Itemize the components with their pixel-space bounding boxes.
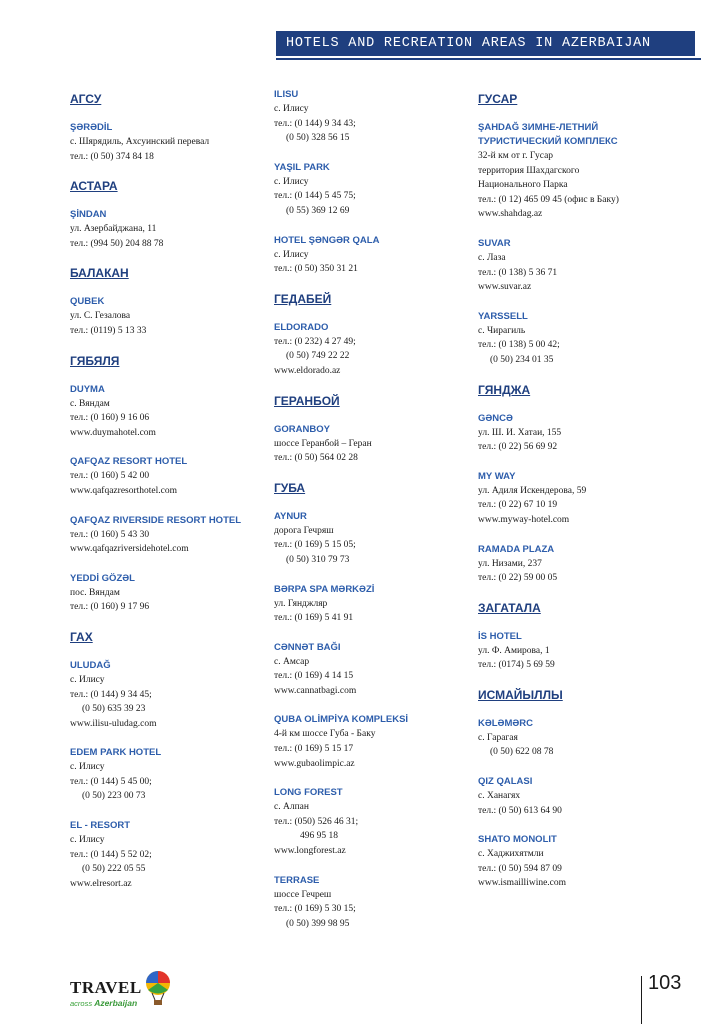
hotel-name: CƏNNƏT BAĞI [274, 641, 341, 653]
page-number-divider [641, 976, 642, 1024]
hotel-detail-line: тел.: (0 22) 67 10 19 [478, 500, 558, 511]
hotel-detail-line: шоссе Гечреш [274, 889, 332, 900]
hotel-entry [274, 161, 474, 219]
hotel-entry [478, 310, 678, 368]
hotel-detail-line: тел.: (0 12) 465 09 45 (офис в Баку) [478, 194, 619, 205]
region-heading: ГЯНДЖА [478, 382, 531, 397]
hotel-website-link[interactable]: www.longforest.az [274, 846, 346, 857]
hotel-detail-line: территория Шахдагского [478, 165, 580, 176]
hotel-website-link[interactable]: www.elresort.az [70, 878, 132, 889]
hotel-name: QAFQAZ RIVERSIDE RESORT HOTEL [70, 514, 242, 526]
hotel-entry [70, 819, 270, 891]
hotel-detail-line: с. Илису [274, 249, 309, 260]
hotel-website-link[interactable]: www.cannatbagi.com [274, 685, 357, 696]
hotel-name: QUBA OLİMPİYA KOMPLEKSİ [274, 714, 409, 726]
hotel-entry [70, 121, 270, 164]
hotel-entry [70, 295, 270, 338]
hotel-detail-line: 32-й км от г. Гусар [478, 151, 554, 161]
hotel-detail-line: тел.: (0 144) 5 45 75; [274, 191, 356, 202]
hotel-name: ULUDAĞ [70, 659, 111, 671]
region-heading: ГАХ [70, 629, 93, 644]
hotel-detail-line: тел.: (0 160) 5 43 30 [70, 529, 150, 540]
hotel-detail-line: (0 50) 749 22 22 [286, 351, 350, 362]
hotel-detail-line: (0 55) 369 12 69 [286, 205, 350, 216]
hotel-name: GƏNCƏ [478, 412, 513, 424]
hotel-entry [274, 583, 474, 626]
hotel-entry [274, 234, 474, 277]
hotel-website-link[interactable]: www.qafqazresorthotel.com [70, 485, 178, 496]
hotel-detail-line: с. Шярядиль, Ахсуинский перевал [70, 137, 210, 147]
hotel-entry [478, 833, 678, 891]
hotel-entry [478, 717, 678, 760]
hotel-name: KƏLƏMƏRC [478, 717, 533, 729]
hotel-detail-line: (0 50) 399 98 95 [286, 918, 350, 929]
hotel-detail-line: с. Алпан [274, 802, 309, 813]
hotel-website-link[interactable]: www.suvar.az [478, 282, 532, 293]
region-heading: ГЯБЯЛЯ [70, 353, 120, 368]
hotel-entry [478, 121, 678, 222]
hotel-entry [478, 775, 678, 818]
hotel-entry [478, 630, 678, 673]
hotel-detail-line: тел.: (0 144) 5 45 00; [70, 776, 152, 787]
hotel-website-link[interactable]: www.eldorado.az [274, 365, 341, 376]
column-3 [478, 88, 678, 906]
hotel-detail-line: с. Илису [274, 104, 309, 114]
hotel-entry [478, 237, 678, 295]
hotel-detail-line: тел.: (994 50) 204 88 78 [70, 238, 164, 249]
logo-title: TRAVEL [70, 978, 142, 997]
hotel-detail-line: с. Вяндам [70, 398, 110, 409]
hotel-detail-line: тел.: (0119) 5 13 33 [70, 325, 147, 336]
hotel-detail-line: Национального Парка [478, 180, 568, 191]
hotel-detail-line: тел.: (0 144) 9 34 43; [274, 118, 356, 129]
hotel-detail-line: с. Хаджихятмли [478, 849, 544, 860]
hotel-entry [70, 514, 270, 557]
hotel-detail-line: с. Амсар [274, 656, 310, 667]
hotel-detail-line: с. Ханагях [478, 791, 521, 802]
hotel-entry [274, 510, 474, 568]
hotel-detail-line: с. Илису [274, 176, 309, 187]
hotel-detail-line: (0 50) 635 39 23 [82, 704, 146, 715]
hotel-detail-line: ул. Гянджляр [274, 598, 328, 609]
column-2 [274, 88, 474, 946]
hotel-name: YEDDİ GÖZƏL [70, 572, 135, 584]
region-heading: ГУБА [274, 480, 306, 495]
hotel-website-link[interactable]: www.shahdag.az [478, 209, 543, 220]
hotel-name: YAŞIL PARK [274, 161, 330, 173]
hotel-name: EDEM PARK HOTEL [70, 747, 162, 759]
hotel-detail-line: тел.: (0 160) 9 17 96 [70, 602, 150, 613]
hotel-entry [70, 455, 270, 498]
hotel-detail-line: ул. Низами, 237 [478, 558, 542, 569]
balloon-icon [144, 970, 172, 1006]
hotel-detail-line: 4-й км шоссе Губа - Баку [274, 729, 376, 740]
hotel-name: ŞAHDAĞ ЗИМНЕ-ЛЕТНИЙ ТУРИСТИЧЕСКИЙ КОМПЛЕКС [478, 122, 618, 147]
hotel-name: İS HOTEL [478, 630, 522, 642]
hotel-entry [478, 412, 678, 455]
logo-sub-b: Azerbaijan [94, 998, 138, 1008]
hotel-entry [70, 572, 270, 615]
hotel-website-link[interactable]: www.myway-hotel.com [478, 514, 570, 525]
hotel-name: RAMADA PLAZA [478, 543, 555, 555]
travel-azerbaijan-logo [70, 972, 180, 1012]
hotel-entry [274, 713, 474, 771]
hotel-name: ŞƏRƏDİL [70, 122, 113, 133]
hotel-detail-line: (0 50) 222 05 55 [82, 864, 146, 875]
logo-sub-a: across [70, 999, 93, 1008]
hotel-website-link[interactable]: www.qafqazriversidehotel.com [70, 544, 189, 555]
hotel-detail-line: тел.: (0 144) 9 34 45; [70, 689, 152, 700]
hotel-website-link[interactable]: www.duymahotel.com [70, 427, 156, 438]
hotel-name: BƏRPA SPA MƏRKƏZİ [274, 583, 375, 595]
hotel-entry [274, 423, 474, 466]
hotel-detail-line: тел.: (0 169) 5 15 05; [274, 540, 356, 551]
hotel-entry [70, 659, 270, 731]
region-heading: ГЕДАБЕЙ [274, 291, 332, 306]
hotel-detail-line: (0 50) 223 00 73 [82, 791, 146, 802]
hotel-detail-line: ул. Ф. Амирова, 1 [478, 645, 550, 656]
region-heading: ГЕРАНБОЙ [274, 393, 340, 408]
hotel-name: DUYMA [70, 383, 105, 395]
hotel-detail-line: тел.: (0 22) 56 69 92 [478, 442, 558, 453]
hotel-detail-line: тел.: (0 50) 350 31 21 [274, 264, 358, 275]
hotel-entry [274, 874, 474, 932]
hotel-name: QUBEK [70, 296, 105, 308]
hotel-detail-line: тел.: (0 160) 5 42 00 [70, 471, 150, 482]
hotel-detail-line: тел.: (0 138) 5 00 42; [478, 340, 560, 351]
hotel-website-link[interactable]: www.ismailliwine.com [478, 878, 567, 889]
hotel-detail-line: тел.: (0 50) 594 87 09 [478, 863, 562, 874]
hotel-name: SUVAR [478, 237, 511, 249]
hotel-detail-line: с. Лаза [478, 252, 506, 263]
page-header-title: HOTELS AND RECREATION AREAS IN AZERBAIJAN [276, 31, 695, 56]
hotel-entry [70, 208, 270, 251]
hotel-detail-line: тел.: (0 169) 5 30 15; [274, 904, 356, 915]
hotel-detail-line: тел.: (0 160) 9 16 06 [70, 413, 150, 424]
hotel-name: HOTEL ŞƏNGƏR QALA [274, 234, 380, 246]
hotel-name: GORANBOY [274, 423, 330, 435]
hotel-detail-line: 496 95 18 [300, 831, 338, 842]
hotel-name: ILISU [274, 89, 299, 100]
hotel-entry [70, 383, 270, 441]
hotel-detail-line: (0 50) 622 08 78 [490, 747, 554, 758]
region-heading: АГСУ [70, 92, 102, 106]
column-1 [70, 88, 270, 906]
hotel-detail-line: тел.: (0 169) 5 15 17 [274, 744, 354, 755]
hotel-detail-line: тел.: (0 22) 59 00 05 [478, 573, 558, 584]
hotel-name: QIZ QALASI [478, 776, 533, 788]
hotel-detail-line: тел.: (0 50) 613 64 90 [478, 805, 562, 816]
hotel-entry [274, 641, 474, 699]
hotel-name: TERRASE [274, 874, 320, 886]
hotel-detail-line: с. Илису [70, 674, 105, 685]
hotel-detail-line: тел.: (0 169) 4 14 15 [274, 671, 354, 682]
region-heading: ИСМАЙЫЛЛЫ [478, 687, 563, 702]
hotel-entry [274, 88, 474, 146]
hotel-detail-line: с. Илису [70, 835, 105, 846]
hotel-detail-line: (0 50) 234 01 35 [490, 354, 554, 365]
hotel-entry [274, 321, 474, 379]
hotel-detail-line: ул. Азербайджана, 11 [70, 224, 157, 235]
hotel-detail-line: (0 50) 310 79 73 [286, 554, 350, 565]
hotel-detail-line: с. Чирагиль [478, 325, 526, 336]
logo-subtitle [70, 998, 137, 1008]
hotel-entry [70, 746, 270, 804]
hotel-website-link[interactable]: www.ilisu-uludag.com [70, 718, 157, 729]
hotel-name: SHATO MONOLIT [478, 834, 557, 846]
hotel-detail-line: тел.: (0 232) 4 27 49; [274, 336, 356, 347]
hotel-name: AYNUR [274, 510, 307, 522]
region-heading: ГУСАР [478, 92, 518, 106]
hotel-name: ELDORADO [274, 321, 329, 333]
hotel-entry [478, 543, 678, 586]
hotel-detail-line: тел.: (0 144) 5 52 02; [70, 849, 152, 860]
hotel-detail-line: пос. Вяндам [70, 587, 120, 598]
hotel-detail-line: шоссе Геранбой – Геран [274, 438, 372, 449]
hotel-detail-line: с. Илису [70, 762, 105, 773]
page-number: 103 [648, 972, 682, 994]
region-heading: АСТАРА [70, 179, 118, 194]
hotel-detail-line: тел.: (0 50) 564 02 28 [274, 453, 358, 464]
hotel-detail-line: тел.: (0 169) 5 41 91 [274, 613, 354, 624]
hotel-name: YARSSELL [478, 310, 528, 322]
hotel-name: LONG FOREST [274, 787, 343, 799]
region-heading: БАЛАКАН [70, 266, 129, 281]
hotel-detail-line: тел.: (0174) 5 69 59 [478, 660, 555, 671]
hotel-detail-line: тел.: (050) 526 46 31; [274, 816, 359, 827]
hotel-name: EL - RESORT [70, 820, 130, 832]
hotel-detail-line: тел.: (0 50) 374 84 18 [70, 151, 154, 162]
hotel-website-link[interactable]: www.gubaolimpic.az [274, 758, 355, 769]
hotel-detail-line: ул. Ш. И. Хатаи, 155 [478, 427, 562, 438]
hotel-name: ŞİNDAN [70, 209, 107, 221]
hotel-detail-line: (0 50) 328 56 15 [286, 133, 350, 144]
hotel-detail-line: дорога Гечряш [274, 525, 334, 536]
hotel-detail-line: ул. С. Гезалова [70, 311, 131, 322]
hotel-detail-line: ул. Адиля Искендерова, 59 [478, 485, 587, 496]
hotel-detail-line: тел.: (0 138) 5 36 71 [478, 267, 558, 278]
hotel-entry [478, 470, 678, 528]
hotel-detail-line: с. Гарагая [478, 732, 518, 743]
hotel-entry [274, 786, 474, 858]
region-heading: ЗАГАТАЛА [478, 600, 541, 615]
hotel-name: MY WAY [478, 470, 516, 482]
hotel-name: QAFQAZ RESORT HOTEL [70, 456, 188, 468]
